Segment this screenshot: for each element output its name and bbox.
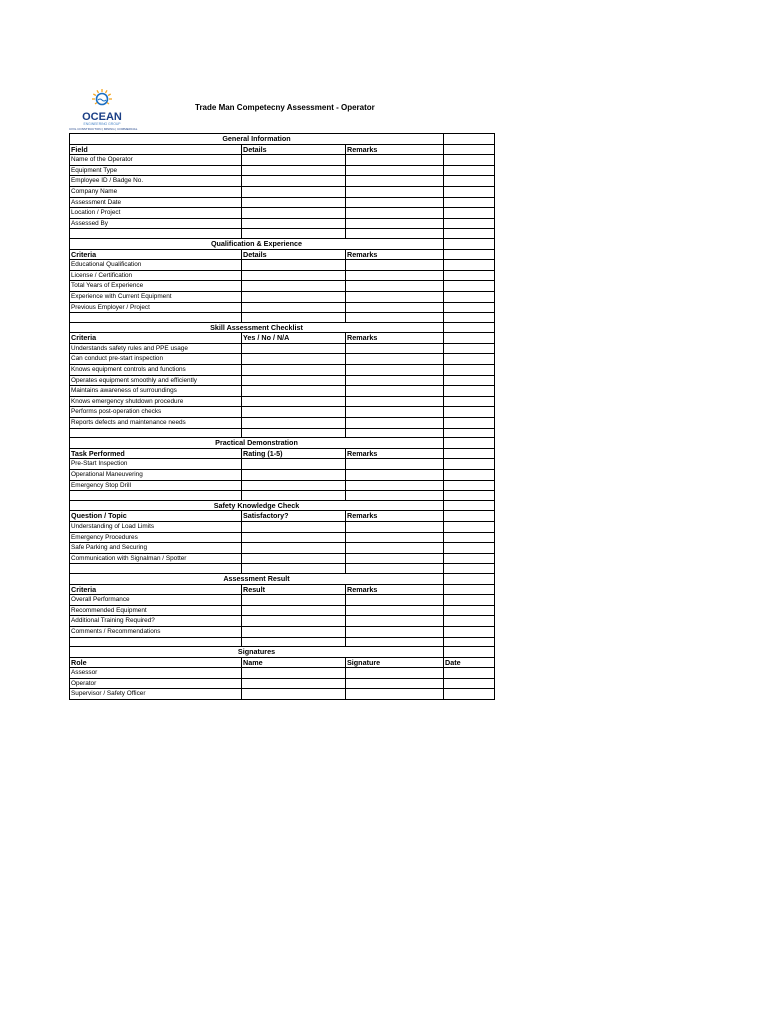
row-label: License / Certification (70, 270, 242, 281)
input-cell[interactable] (346, 668, 444, 679)
empty-cell[interactable] (346, 428, 444, 438)
row-label: Communication with Signalman / Spotter (70, 553, 242, 564)
input-cell[interactable] (242, 343, 346, 354)
column-header-remarks: Remarks (346, 448, 444, 459)
table-row (70, 165, 495, 176)
column-header-criteria: Criteria (70, 249, 242, 260)
table-row (70, 155, 495, 166)
table-row (70, 375, 495, 386)
section-title-signatures: Signatures (70, 647, 444, 658)
column-header-date: Date (444, 657, 495, 668)
company-logo (69, 88, 139, 132)
input-cell[interactable] (346, 218, 444, 229)
input-cell[interactable] (242, 668, 346, 679)
input-cell[interactable] (444, 605, 495, 616)
row-label: Previous Employer / Project (70, 302, 242, 313)
input-cell[interactable] (346, 459, 444, 470)
row-label: Performs post-operation checks (70, 407, 242, 418)
section-title-safety-knowledge-check: Safety Knowledge Check (70, 500, 444, 511)
table-row (70, 553, 495, 564)
input-cell[interactable] (242, 605, 346, 616)
input-cell[interactable] (242, 616, 346, 627)
input-cell[interactable] (444, 407, 495, 418)
row-label: Operational Maneuvering (70, 470, 242, 481)
input-cell[interactable] (242, 521, 346, 532)
blank-row (70, 428, 495, 438)
row-label: Equipment Type (70, 165, 242, 176)
empty-cell[interactable] (444, 647, 495, 658)
input-cell[interactable] (346, 365, 444, 376)
input-cell[interactable] (242, 165, 346, 176)
table-row (70, 354, 495, 365)
input-cell[interactable] (242, 396, 346, 407)
column-header-remarks: Remarks (346, 584, 444, 595)
table-row (70, 678, 495, 689)
blank-row (70, 491, 495, 501)
section-title-row-safety-knowledge-check (70, 500, 495, 511)
row-label: Understanding of Load Limits (70, 521, 242, 532)
empty-cell[interactable] (444, 584, 495, 595)
input-cell[interactable] (242, 553, 346, 564)
empty-cell[interactable] (346, 637, 444, 647)
row-label: Emergency Procedures (70, 532, 242, 543)
input-cell[interactable] (346, 186, 444, 197)
header-row-general-information (70, 144, 495, 155)
input-cell[interactable] (346, 302, 444, 313)
table-row (70, 668, 495, 679)
column-header-task-performed: Task Performed (70, 448, 242, 459)
column-header-result: Result (242, 584, 346, 595)
input-cell[interactable] (444, 176, 495, 187)
input-cell[interactable] (444, 595, 495, 606)
input-cell[interactable] (242, 678, 346, 689)
section-title-general-information: General Information (70, 134, 444, 145)
input-cell[interactable] (346, 616, 444, 627)
empty-cell[interactable] (444, 511, 495, 522)
input-cell[interactable] (242, 281, 346, 292)
input-cell[interactable] (346, 605, 444, 616)
input-cell[interactable] (346, 626, 444, 637)
input-cell[interactable] (444, 396, 495, 407)
column-header-question-topic: Question / Topic (70, 511, 242, 522)
input-cell[interactable] (346, 407, 444, 418)
input-cell[interactable] (444, 165, 495, 176)
row-label: Assessment Date (70, 197, 242, 208)
section-title-row-signatures (70, 647, 495, 658)
ocean-logo-icon (69, 88, 139, 128)
empty-cell[interactable] (444, 428, 495, 438)
input-cell[interactable] (242, 260, 346, 271)
input-cell[interactable] (444, 553, 495, 564)
empty-cell[interactable] (70, 637, 242, 647)
input-cell[interactable] (444, 218, 495, 229)
input-cell[interactable] (346, 689, 444, 700)
input-cell[interactable] (444, 302, 495, 313)
column-header-remarks: Remarks (346, 144, 444, 155)
row-label: Can conduct pre-start inspection (70, 354, 242, 365)
svg-text:ENGINEERING GROUP: ENGINEERING GROUP (83, 122, 121, 126)
table-row (70, 605, 495, 616)
input-cell[interactable] (346, 375, 444, 386)
input-cell[interactable] (444, 470, 495, 481)
table-row (70, 521, 495, 532)
table-row (70, 260, 495, 271)
empty-cell[interactable] (70, 229, 242, 239)
section-title-row-general-information (70, 134, 495, 145)
input-cell[interactable] (346, 470, 444, 481)
section-title-row-assessment-result (70, 573, 495, 584)
column-header-details: Details (242, 249, 346, 260)
header-row-practical-demonstration (70, 448, 495, 459)
row-label: Location / Project (70, 208, 242, 219)
input-cell[interactable] (242, 302, 346, 313)
column-header-remarks: Remarks (346, 511, 444, 522)
column-header-criteria: Criteria (70, 333, 242, 344)
table-row (70, 208, 495, 219)
input-cell[interactable] (346, 480, 444, 491)
input-cell[interactable] (444, 626, 495, 637)
section-title-qualification-experience: Qualification & Experience (70, 238, 444, 249)
empty-cell[interactable] (70, 564, 242, 574)
column-header-details: Details (242, 144, 346, 155)
empty-cell[interactable] (444, 313, 495, 323)
input-cell[interactable] (444, 459, 495, 470)
input-cell[interactable] (242, 480, 346, 491)
input-cell[interactable] (346, 343, 444, 354)
input-cell[interactable] (242, 626, 346, 637)
table-row (70, 689, 495, 700)
table-row (70, 626, 495, 637)
column-header-satisfactory: Satisfactory? (242, 511, 346, 522)
table-row (70, 343, 495, 354)
input-cell[interactable] (444, 155, 495, 166)
empty-cell[interactable] (444, 134, 495, 145)
input-cell[interactable] (242, 418, 346, 429)
table-row (70, 595, 495, 606)
section-title-practical-demonstration: Practical Demonstration (70, 438, 444, 449)
row-label: Knows equipment controls and functions (70, 365, 242, 376)
input-cell[interactable] (346, 260, 444, 271)
table-row (70, 616, 495, 627)
table-row (70, 459, 495, 470)
section-title-assessment-result: Assessment Result (70, 573, 444, 584)
table-row (70, 532, 495, 543)
input-cell[interactable] (346, 165, 444, 176)
empty-cell[interactable] (444, 238, 495, 249)
input-cell[interactable] (242, 176, 346, 187)
row-label: Total Years of Experience (70, 281, 242, 292)
section-title-row-qualification-experience (70, 238, 495, 249)
row-label: Operator (70, 678, 242, 689)
table-row (70, 176, 495, 187)
row-label: Reports defects and maintenance needs (70, 418, 242, 429)
input-cell[interactable] (346, 386, 444, 397)
input-cell[interactable] (444, 668, 495, 679)
input-cell[interactable] (346, 595, 444, 606)
input-cell[interactable] (444, 365, 495, 376)
input-cell[interactable] (346, 354, 444, 365)
input-cell[interactable] (346, 281, 444, 292)
input-cell[interactable] (242, 186, 346, 197)
row-label: Understands safety rules and PPE usage (70, 343, 242, 354)
table-row (70, 386, 495, 397)
input-cell[interactable] (444, 343, 495, 354)
row-label: Comments / Recommendations (70, 626, 242, 637)
table-row (70, 407, 495, 418)
row-label: Operates equipment smoothly and efficiently (70, 375, 242, 386)
svg-text:OCEAN: OCEAN (82, 111, 122, 123)
empty-cell[interactable] (444, 229, 495, 239)
input-cell[interactable] (346, 197, 444, 208)
input-cell[interactable] (346, 543, 444, 554)
table-row (70, 543, 495, 554)
empty-cell[interactable] (346, 491, 444, 501)
empty-cell[interactable] (444, 322, 495, 333)
empty-cell[interactable] (444, 144, 495, 155)
input-cell[interactable] (346, 155, 444, 166)
input-cell[interactable] (242, 459, 346, 470)
empty-cell[interactable] (242, 491, 346, 501)
column-header-remarks: Remarks (346, 333, 444, 344)
input-cell[interactable] (242, 470, 346, 481)
row-label: Emergency Stop Drill (70, 480, 242, 491)
empty-cell[interactable] (444, 500, 495, 511)
row-label: Knows emergency shutdown procedure (70, 396, 242, 407)
empty-cell[interactable] (444, 448, 495, 459)
empty-cell[interactable] (70, 313, 242, 323)
input-cell[interactable] (346, 176, 444, 187)
logo-tagline: CIVIL CONSTRUCTION | MINING | COMMERCIAL (69, 127, 138, 131)
row-label: Overall Performance (70, 595, 242, 606)
assessment-table (69, 133, 495, 700)
table-row (70, 480, 495, 491)
empty-cell[interactable] (444, 637, 495, 647)
column-header-criteria: Criteria (70, 584, 242, 595)
section-title-row-practical-demonstration (70, 438, 495, 449)
table-row (70, 470, 495, 481)
input-cell[interactable] (346, 208, 444, 219)
header-row-skill-assessment-checklist (70, 333, 495, 344)
input-cell[interactable] (346, 418, 444, 429)
empty-cell[interactable] (242, 564, 346, 574)
input-cell[interactable] (346, 270, 444, 281)
header-row-qualification-experience (70, 249, 495, 260)
empty-cell[interactable] (242, 428, 346, 438)
section-title-skill-assessment-checklist: Skill Assessment Checklist (70, 322, 444, 333)
input-cell[interactable] (444, 386, 495, 397)
input-cell[interactable] (242, 532, 346, 543)
input-cell[interactable] (444, 186, 495, 197)
table-row (70, 270, 495, 281)
input-cell[interactable] (346, 678, 444, 689)
empty-cell[interactable] (242, 229, 346, 239)
row-label: Supervisor / Safety Officer (70, 689, 242, 700)
input-cell[interactable] (242, 689, 346, 700)
row-label: Company Name (70, 186, 242, 197)
row-label: Experience with Current Equipment (70, 291, 242, 302)
blank-row (70, 229, 495, 239)
row-label: Pre-Start Inspection (70, 459, 242, 470)
empty-cell[interactable] (70, 491, 242, 501)
input-cell[interactable] (346, 532, 444, 543)
input-cell[interactable] (242, 386, 346, 397)
input-cell[interactable] (444, 543, 495, 554)
input-cell[interactable] (242, 407, 346, 418)
input-cell[interactable] (242, 375, 346, 386)
input-cell[interactable] (242, 270, 346, 281)
row-label: Assessor (70, 668, 242, 679)
input-cell[interactable] (444, 375, 495, 386)
table-row (70, 186, 495, 197)
empty-cell[interactable] (444, 249, 495, 260)
empty-cell[interactable] (346, 313, 444, 323)
input-cell[interactable] (242, 354, 346, 365)
input-cell[interactable] (444, 678, 495, 689)
column-header-role: Role (70, 657, 242, 668)
empty-cell[interactable] (70, 428, 242, 438)
input-cell[interactable] (444, 689, 495, 700)
input-cell[interactable] (242, 208, 346, 219)
input-cell[interactable] (444, 418, 495, 429)
column-header-name: Name (242, 657, 346, 668)
blank-row (70, 564, 495, 574)
column-header-signature: Signature (346, 657, 444, 668)
input-cell[interactable] (444, 208, 495, 219)
input-cell[interactable] (346, 396, 444, 407)
input-cell[interactable] (444, 354, 495, 365)
row-label: Maintains awareness of surroundings (70, 386, 242, 397)
empty-cell[interactable] (444, 333, 495, 344)
input-cell[interactable] (242, 291, 346, 302)
input-cell[interactable] (242, 543, 346, 554)
input-cell[interactable] (346, 521, 444, 532)
blank-row (70, 313, 495, 323)
empty-cell[interactable] (444, 438, 495, 449)
input-cell[interactable] (444, 480, 495, 491)
header-row-signatures (70, 657, 495, 668)
row-label: Employee ID / Badge No. (70, 176, 242, 187)
table-row (70, 218, 495, 229)
table-row (70, 302, 495, 313)
empty-cell[interactable] (444, 573, 495, 584)
table-row (70, 365, 495, 376)
input-cell[interactable] (444, 532, 495, 543)
row-label: Additional Training Required? (70, 616, 242, 627)
empty-cell[interactable] (242, 637, 346, 647)
input-cell[interactable] (242, 365, 346, 376)
input-cell[interactable] (242, 595, 346, 606)
column-header-rating-1-5: Rating (1-5) (242, 448, 346, 459)
input-cell[interactable] (242, 197, 346, 208)
column-header-field: Field (70, 144, 242, 155)
column-header-remarks: Remarks (346, 249, 444, 260)
input-cell[interactable] (444, 260, 495, 271)
input-cell[interactable] (346, 553, 444, 564)
row-label: Recommended Equipment (70, 605, 242, 616)
blank-row (70, 637, 495, 647)
row-label: Educational Qualification (70, 260, 242, 271)
column-header-yes-no-n-a: Yes / No / N/A (242, 333, 346, 344)
header-row-assessment-result (70, 584, 495, 595)
empty-cell[interactable] (242, 313, 346, 323)
input-cell[interactable] (444, 291, 495, 302)
input-cell[interactable] (242, 155, 346, 166)
input-cell[interactable] (444, 616, 495, 627)
table-row (70, 396, 495, 407)
table-row (70, 197, 495, 208)
input-cell[interactable] (444, 521, 495, 532)
header-row-safety-knowledge-check (70, 511, 495, 522)
row-label: Safe Parking and Securing (70, 543, 242, 554)
section-title-row-skill-assessment-checklist (70, 322, 495, 333)
empty-cell[interactable] (346, 229, 444, 239)
table-row (70, 281, 495, 292)
input-cell[interactable] (444, 281, 495, 292)
input-cell[interactable] (444, 270, 495, 281)
table-row (70, 291, 495, 302)
empty-cell[interactable] (444, 564, 495, 574)
empty-cell[interactable] (346, 564, 444, 574)
document-title: Trade Man Competecny Assessment - Operator (195, 103, 375, 112)
row-label: Assessed By (70, 218, 242, 229)
input-cell[interactable] (444, 197, 495, 208)
row-label: Name of the Operator (70, 155, 242, 166)
table-row (70, 418, 495, 429)
empty-cell[interactable] (444, 491, 495, 501)
input-cell[interactable] (346, 291, 444, 302)
input-cell[interactable] (242, 218, 346, 229)
